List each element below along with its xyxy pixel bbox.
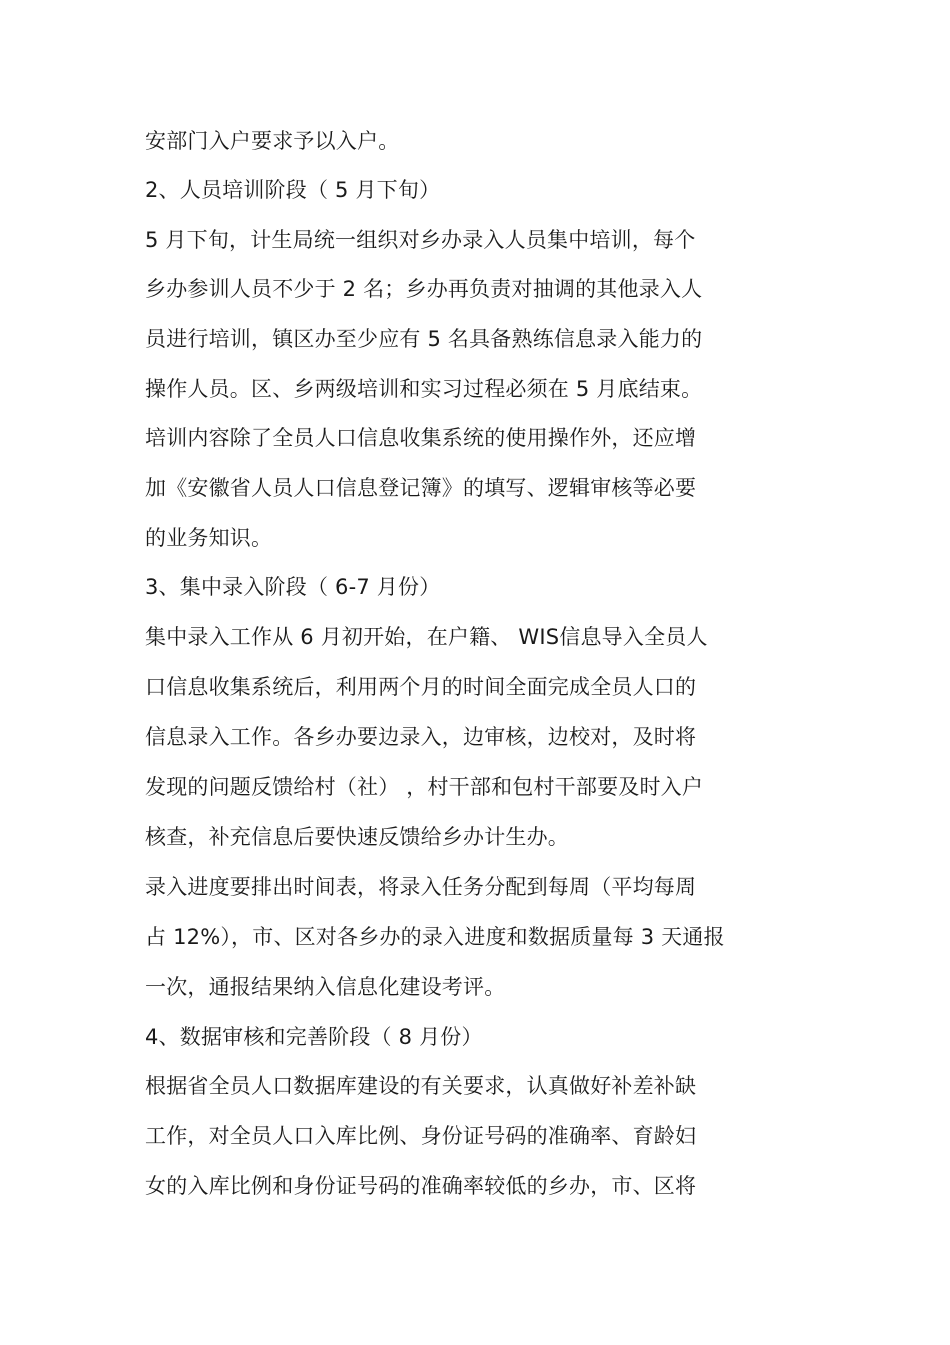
section-heading-4: 4、数据审核和完善阶段（ 8 月份） [145,1025,483,1049]
text-line: 集中录入工作从 6 月初开始，在户籍、 WIS信息导入全员人 [145,625,708,649]
text-line: 一次，通报结果纳入信息化建设考评。 [145,975,506,999]
text-line: 女的入库比例和身份证号码的准确率较低的乡办，市、区将 [145,1174,697,1198]
text-line: 操作人员。区、乡两级培训和实习过程必须在 5 月底结束。 [145,377,703,401]
text-line: 占 12%），市、区对各乡办的录入进度和数据质量每 3 天通报 [145,925,725,949]
text-line: 录入进度要排出时间表，将录入任务分配到每周（平均每周 [145,875,697,899]
section-heading-3: 3、集中录入阶段（ 6-7 月份） [145,575,441,599]
text-line: 5 月下旬，计生局统一组织对乡办录入人员集中培训，每个 [145,228,696,252]
section-heading-2: 2、人员培训阶段（ 5 月下旬） [145,178,441,202]
text-line: 核查，补充信息后要快速反馈给乡办计生办。 [145,825,569,849]
text-line: 的业务知识。 [145,526,273,550]
text-line: 安部门入户要求予以入户。 [145,129,400,153]
text-line: 发现的问题反馈给村（社） ，村干部和包村干部要及时入户 [145,775,704,799]
text-line: 培训内容除了全员人口信息收集系统的使用操作外，还应增 [145,426,697,450]
text-line: 信息录入工作。各乡办要边录入，边审核，边校对，及时将 [145,725,697,749]
text-line: 根据省全员人口数据库建设的有关要求，认真做好补差补缺 [145,1074,697,1098]
text-line: 员进行培训，镇区办至少应有 5 名具备熟练信息录入能力的 [145,327,703,351]
text-line: 乡办参训人员不少于 2 名；乡办再负责对抽调的其他录入人 [145,277,703,301]
text-line: 加《安徽省人员人口信息登记簿》的填写、逻辑审核等必要 [145,476,697,500]
text-line: 工作，对全员人口入库比例、身份证号码的准确率、育龄妇 [145,1124,697,1148]
text-line: 口信息收集系统后，利用两个月的时间全面完成全员人口的 [145,675,697,699]
